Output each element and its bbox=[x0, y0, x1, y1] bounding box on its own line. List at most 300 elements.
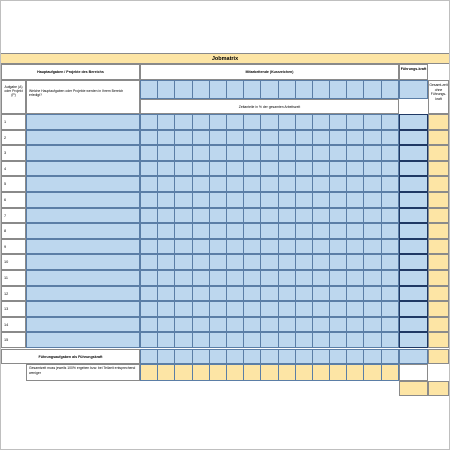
time-share-cell[interactable] bbox=[381, 115, 398, 130]
time-share-cell[interactable] bbox=[278, 146, 295, 161]
initials-cell[interactable] bbox=[295, 81, 312, 99]
time-share-cell[interactable] bbox=[209, 317, 226, 332]
time-share-cell[interactable] bbox=[244, 115, 261, 130]
task-input-cell[interactable] bbox=[26, 332, 140, 348]
time-share-cell[interactable] bbox=[278, 302, 295, 317]
time-share-cell[interactable] bbox=[364, 255, 381, 270]
time-share-cell[interactable] bbox=[226, 302, 243, 317]
time-share-cell[interactable] bbox=[295, 255, 312, 270]
time-share-cell[interactable] bbox=[244, 239, 261, 254]
time-share-cell[interactable] bbox=[364, 317, 381, 332]
time-share-cell[interactable] bbox=[312, 286, 329, 301]
time-share-cell[interactable] bbox=[226, 177, 243, 192]
time-share-cell[interactable] bbox=[175, 146, 192, 161]
row-number: 12 bbox=[1, 286, 26, 302]
time-share-cell[interactable] bbox=[330, 224, 347, 239]
time-share-cell[interactable] bbox=[261, 161, 278, 176]
time-share-cell[interactable] bbox=[244, 208, 261, 223]
time-share-cell[interactable] bbox=[192, 255, 209, 270]
time-share-cell[interactable] bbox=[312, 302, 329, 317]
time-share-cell[interactable] bbox=[347, 255, 364, 270]
time-share-cell[interactable] bbox=[141, 286, 158, 301]
time-share-cell[interactable] bbox=[158, 224, 175, 239]
time-share-cell[interactable] bbox=[381, 255, 398, 270]
row-number: 4 bbox=[1, 161, 26, 177]
time-share-cell[interactable] bbox=[158, 130, 175, 145]
manager-share-cell[interactable] bbox=[399, 208, 428, 224]
time-share-cell[interactable] bbox=[141, 255, 158, 270]
time-share-cell[interactable] bbox=[175, 302, 192, 317]
manager-share-cell[interactable] bbox=[399, 239, 428, 255]
time-share-cell[interactable] bbox=[226, 130, 243, 145]
time-share-cell[interactable] bbox=[141, 271, 158, 286]
time-share-cell[interactable] bbox=[226, 146, 243, 161]
time-share-cell[interactable] bbox=[192, 333, 209, 348]
time-share-cell[interactable] bbox=[312, 161, 329, 176]
time-share-cell[interactable] bbox=[330, 317, 347, 332]
manager-share-cell[interactable] bbox=[399, 332, 428, 348]
time-share-cell[interactable] bbox=[364, 224, 381, 239]
leadership-share-cell[interactable] bbox=[330, 350, 347, 364]
time-share-cell[interactable] bbox=[381, 333, 398, 348]
manager-share-cell[interactable] bbox=[399, 270, 428, 286]
time-share-cell[interactable] bbox=[261, 302, 278, 317]
employee-total-cell bbox=[381, 365, 398, 381]
time-share-cell[interactable] bbox=[244, 193, 261, 208]
time-share-cell[interactable] bbox=[330, 333, 347, 348]
time-share-cell[interactable] bbox=[278, 177, 295, 192]
time-share-cell[interactable] bbox=[295, 208, 312, 223]
initials-cell[interactable] bbox=[312, 81, 329, 99]
time-share-cell[interactable] bbox=[278, 286, 295, 301]
time-share-cell[interactable] bbox=[261, 255, 278, 270]
time-share-cell[interactable] bbox=[261, 317, 278, 332]
time-share-cell[interactable] bbox=[244, 177, 261, 192]
task-input-cell[interactable] bbox=[26, 130, 140, 146]
time-share-cell[interactable] bbox=[347, 224, 364, 239]
time-share-cell[interactable] bbox=[330, 286, 347, 301]
time-share-cell[interactable] bbox=[278, 317, 295, 332]
time-share-cell[interactable] bbox=[278, 271, 295, 286]
row-number: 6 bbox=[1, 192, 26, 208]
manager-share-cell[interactable] bbox=[399, 223, 428, 239]
leadership-share-cell[interactable] bbox=[192, 350, 209, 364]
time-share-cell[interactable] bbox=[278, 161, 295, 176]
time-share-cell[interactable] bbox=[175, 224, 192, 239]
time-share-cell[interactable] bbox=[295, 115, 312, 130]
time-share-cell[interactable] bbox=[295, 239, 312, 254]
time-share-cell[interactable] bbox=[347, 130, 364, 145]
initials-cell[interactable] bbox=[175, 81, 192, 99]
time-share-cell[interactable] bbox=[312, 115, 329, 130]
time-share-cell[interactable] bbox=[209, 115, 226, 130]
time-share-cell[interactable] bbox=[278, 255, 295, 270]
time-share-cell[interactable] bbox=[261, 271, 278, 286]
time-share-row bbox=[140, 239, 399, 255]
time-share-cell[interactable] bbox=[278, 224, 295, 239]
time-share-cell[interactable] bbox=[364, 161, 381, 176]
time-share-cell[interactable] bbox=[175, 333, 192, 348]
task-input-cell[interactable] bbox=[26, 176, 140, 192]
time-share-cell[interactable] bbox=[330, 271, 347, 286]
time-share-cell[interactable] bbox=[278, 333, 295, 348]
time-share-cell[interactable] bbox=[175, 177, 192, 192]
time-share-cell[interactable] bbox=[312, 333, 329, 348]
row-total-cell bbox=[428, 286, 449, 302]
time-share-cell[interactable] bbox=[278, 130, 295, 145]
time-share-cell[interactable] bbox=[312, 146, 329, 161]
time-share-cell[interactable] bbox=[141, 239, 158, 254]
time-share-cell[interactable] bbox=[192, 130, 209, 145]
time-share-cell[interactable] bbox=[158, 286, 175, 301]
time-share-cell[interactable] bbox=[226, 239, 243, 254]
time-share-cell[interactable] bbox=[364, 208, 381, 223]
time-share-cell[interactable] bbox=[312, 271, 329, 286]
time-share-cell[interactable] bbox=[192, 224, 209, 239]
time-share-cell[interactable] bbox=[278, 239, 295, 254]
time-share-cell[interactable] bbox=[261, 146, 278, 161]
leadership-manager-cell[interactable] bbox=[399, 349, 428, 364]
time-share-cell[interactable] bbox=[364, 302, 381, 317]
time-share-cell[interactable] bbox=[381, 146, 398, 161]
initials-cell[interactable] bbox=[278, 81, 295, 99]
initials-cell[interactable] bbox=[261, 81, 278, 99]
initials-cell[interactable] bbox=[381, 81, 398, 99]
time-share-cell[interactable] bbox=[209, 193, 226, 208]
time-share-cell[interactable] bbox=[244, 271, 261, 286]
time-share-cell[interactable] bbox=[381, 317, 398, 332]
leadership-share-cell[interactable] bbox=[312, 350, 329, 364]
time-share-cell[interactable] bbox=[330, 115, 347, 130]
time-share-cell[interactable] bbox=[141, 146, 158, 161]
time-share-cell[interactable] bbox=[347, 239, 364, 254]
time-share-cell[interactable] bbox=[312, 255, 329, 270]
time-share-cell[interactable] bbox=[226, 333, 243, 348]
leadership-share-cell[interactable] bbox=[347, 350, 364, 364]
time-share-cell[interactable] bbox=[312, 224, 329, 239]
task-input-cell[interactable] bbox=[26, 239, 140, 255]
time-share-cell[interactable] bbox=[141, 177, 158, 192]
leadership-share-cell[interactable] bbox=[226, 350, 243, 364]
time-share-cell[interactable] bbox=[158, 271, 175, 286]
manager-share-cell[interactable] bbox=[399, 192, 428, 208]
time-share-cell[interactable] bbox=[381, 224, 398, 239]
leadership-share-cell[interactable] bbox=[295, 350, 312, 364]
time-share-cell[interactable] bbox=[364, 333, 381, 348]
time-share-cell[interactable] bbox=[261, 115, 278, 130]
time-share-cell[interactable] bbox=[364, 130, 381, 145]
time-share-cell[interactable] bbox=[312, 130, 329, 145]
time-share-cell[interactable] bbox=[381, 286, 398, 301]
leadership-share-cell[interactable] bbox=[175, 350, 192, 364]
employee-total-cell bbox=[244, 365, 261, 381]
time-share-cell[interactable] bbox=[226, 115, 243, 130]
time-share-cell[interactable] bbox=[244, 146, 261, 161]
time-share-cell[interactable] bbox=[141, 333, 158, 348]
initials-cell[interactable] bbox=[209, 81, 226, 99]
time-share-cell[interactable] bbox=[261, 239, 278, 254]
time-share-cell[interactable] bbox=[347, 193, 364, 208]
time-share-cell[interactable] bbox=[192, 115, 209, 130]
task-input-cell[interactable] bbox=[26, 301, 140, 317]
time-share-cell[interactable] bbox=[158, 302, 175, 317]
time-share-cell[interactable] bbox=[347, 286, 364, 301]
initials-cell[interactable] bbox=[330, 81, 347, 99]
manager-share-cell[interactable] bbox=[399, 254, 428, 270]
task-input-cell[interactable] bbox=[26, 114, 140, 130]
time-share-cell[interactable] bbox=[209, 146, 226, 161]
time-share-cell[interactable] bbox=[192, 177, 209, 192]
initials-cell[interactable] bbox=[347, 81, 364, 99]
leadership-share-cell[interactable] bbox=[209, 350, 226, 364]
leadership-share-cell[interactable] bbox=[244, 350, 261, 364]
time-share-cell[interactable] bbox=[158, 177, 175, 192]
initials-cell[interactable] bbox=[141, 81, 158, 99]
task-input-cell[interactable] bbox=[26, 270, 140, 286]
leadership-share-cell[interactable] bbox=[158, 350, 175, 364]
initials-cell[interactable] bbox=[226, 81, 243, 99]
time-share-cell[interactable] bbox=[209, 239, 226, 254]
leadership-share-cell[interactable] bbox=[364, 350, 381, 364]
manager-share-cell[interactable] bbox=[399, 114, 428, 130]
row-total-cell bbox=[428, 317, 449, 333]
time-share-cell[interactable] bbox=[158, 161, 175, 176]
time-share-cell[interactable] bbox=[209, 208, 226, 223]
time-share-cell[interactable] bbox=[261, 177, 278, 192]
time-share-cell[interactable] bbox=[312, 177, 329, 192]
time-share-cell[interactable] bbox=[226, 286, 243, 301]
time-share-cell[interactable] bbox=[226, 193, 243, 208]
manager-share-cell[interactable] bbox=[399, 145, 428, 161]
time-share-cell[interactable] bbox=[244, 130, 261, 145]
manager-share-cell[interactable] bbox=[399, 161, 428, 177]
time-share-cell[interactable] bbox=[175, 208, 192, 223]
time-share-cell[interactable] bbox=[175, 271, 192, 286]
time-share-cell[interactable] bbox=[192, 161, 209, 176]
time-share-cell[interactable] bbox=[209, 271, 226, 286]
initials-cell[interactable] bbox=[192, 81, 209, 99]
time-share-cell[interactable] bbox=[347, 161, 364, 176]
time-share-cell[interactable] bbox=[244, 286, 261, 301]
time-share-cell[interactable] bbox=[330, 239, 347, 254]
time-share-cell[interactable] bbox=[175, 317, 192, 332]
time-share-cell[interactable] bbox=[209, 130, 226, 145]
task-input-cell[interactable] bbox=[26, 317, 140, 333]
time-share-cell[interactable] bbox=[381, 130, 398, 145]
time-share-cell[interactable] bbox=[175, 161, 192, 176]
task-input-cell[interactable] bbox=[26, 208, 140, 224]
time-share-cell[interactable] bbox=[209, 224, 226, 239]
time-share-cell[interactable] bbox=[364, 271, 381, 286]
leadership-share-cell[interactable] bbox=[261, 350, 278, 364]
time-share-cell[interactable] bbox=[192, 271, 209, 286]
time-share-cell[interactable] bbox=[158, 239, 175, 254]
time-share-cell[interactable] bbox=[141, 224, 158, 239]
task-input-cell[interactable] bbox=[26, 286, 140, 302]
time-share-cell[interactable] bbox=[330, 302, 347, 317]
time-share-cell[interactable] bbox=[330, 161, 347, 176]
time-share-cell[interactable] bbox=[209, 177, 226, 192]
row-number: 9 bbox=[1, 239, 26, 255]
time-share-cell[interactable] bbox=[312, 193, 329, 208]
time-share-cell[interactable] bbox=[347, 317, 364, 332]
task-input-cell[interactable] bbox=[26, 223, 140, 239]
time-share-cell[interactable] bbox=[364, 146, 381, 161]
time-share-cell[interactable] bbox=[226, 255, 243, 270]
time-share-cell[interactable] bbox=[192, 317, 209, 332]
time-share-cell[interactable] bbox=[175, 130, 192, 145]
time-share-cell[interactable] bbox=[347, 302, 364, 317]
time-share-cell[interactable] bbox=[209, 286, 226, 301]
time-share-cell[interactable] bbox=[295, 286, 312, 301]
time-share-cell[interactable] bbox=[244, 317, 261, 332]
time-share-cell[interactable] bbox=[295, 224, 312, 239]
row-number: 7 bbox=[1, 208, 26, 224]
time-share-cell[interactable] bbox=[364, 286, 381, 301]
time-share-cell[interactable] bbox=[226, 161, 243, 176]
time-share-cell[interactable] bbox=[278, 115, 295, 130]
time-share-cell[interactable] bbox=[158, 255, 175, 270]
time-share-cell[interactable] bbox=[295, 193, 312, 208]
time-share-cell[interactable] bbox=[192, 286, 209, 301]
time-share-cell[interactable] bbox=[295, 317, 312, 332]
time-share-cell[interactable] bbox=[226, 317, 243, 332]
time-share-cell[interactable] bbox=[330, 208, 347, 223]
time-share-cell[interactable] bbox=[330, 193, 347, 208]
leadership-share-cell[interactable] bbox=[141, 350, 158, 364]
time-share-cell[interactable] bbox=[295, 146, 312, 161]
time-share-cell[interactable] bbox=[330, 130, 347, 145]
employee-total-cell bbox=[364, 365, 381, 381]
time-share-cell[interactable] bbox=[381, 161, 398, 176]
manager-share-cell[interactable] bbox=[399, 130, 428, 146]
time-share-cell[interactable] bbox=[192, 302, 209, 317]
time-share-cell[interactable] bbox=[347, 177, 364, 192]
time-share-cell[interactable] bbox=[295, 271, 312, 286]
time-share-cell[interactable] bbox=[244, 333, 261, 348]
time-share-cell[interactable] bbox=[381, 302, 398, 317]
manager-share-cell[interactable] bbox=[399, 301, 428, 317]
time-share-cell[interactable] bbox=[175, 286, 192, 301]
time-share-cell[interactable] bbox=[295, 302, 312, 317]
time-share-cell[interactable] bbox=[347, 271, 364, 286]
leadership-share-cell[interactable] bbox=[278, 350, 295, 364]
time-share-cell[interactable] bbox=[158, 146, 175, 161]
time-share-cell[interactable] bbox=[158, 208, 175, 223]
time-share-cell[interactable] bbox=[226, 208, 243, 223]
time-share-cell[interactable] bbox=[141, 130, 158, 145]
manager-initials-cell[interactable] bbox=[399, 80, 428, 99]
time-share-cell[interactable] bbox=[381, 208, 398, 223]
time-share-cell[interactable] bbox=[381, 177, 398, 192]
time-share-cell[interactable] bbox=[158, 317, 175, 332]
time-share-cell[interactable] bbox=[381, 239, 398, 254]
time-share-cell[interactable] bbox=[192, 146, 209, 161]
time-share-cell[interactable] bbox=[209, 161, 226, 176]
time-share-cell[interactable] bbox=[244, 255, 261, 270]
time-share-cell[interactable] bbox=[364, 177, 381, 192]
manager-share-cell[interactable] bbox=[399, 317, 428, 333]
time-share-cell[interactable] bbox=[312, 239, 329, 254]
time-share-cell[interactable] bbox=[312, 208, 329, 223]
time-share-cell[interactable] bbox=[141, 317, 158, 332]
task-input-cell[interactable] bbox=[26, 161, 140, 177]
task-input-cell[interactable] bbox=[26, 192, 140, 208]
initials-cell[interactable] bbox=[364, 81, 381, 99]
task-input-cell[interactable] bbox=[26, 145, 140, 161]
time-share-cell[interactable] bbox=[381, 193, 398, 208]
time-share-cell[interactable] bbox=[261, 224, 278, 239]
time-share-cell[interactable] bbox=[364, 115, 381, 130]
time-share-cell[interactable] bbox=[261, 130, 278, 145]
time-share-cell[interactable] bbox=[347, 208, 364, 223]
time-share-cell[interactable] bbox=[226, 271, 243, 286]
time-share-cell[interactable] bbox=[192, 208, 209, 223]
manager-share-cell[interactable] bbox=[399, 176, 428, 192]
time-share-cell[interactable] bbox=[347, 115, 364, 130]
time-share-cell[interactable] bbox=[261, 286, 278, 301]
time-share-cell[interactable] bbox=[278, 193, 295, 208]
time-share-cell[interactable] bbox=[192, 239, 209, 254]
time-share-cell[interactable] bbox=[244, 302, 261, 317]
time-share-cell[interactable] bbox=[244, 161, 261, 176]
initials-cell[interactable] bbox=[244, 81, 261, 99]
time-share-cell[interactable] bbox=[261, 333, 278, 348]
time-share-cell[interactable] bbox=[244, 224, 261, 239]
time-share-cell[interactable] bbox=[158, 115, 175, 130]
task-input-cell[interactable] bbox=[26, 254, 140, 270]
leadership-share-cell[interactable] bbox=[381, 350, 398, 364]
time-share-cell[interactable] bbox=[330, 255, 347, 270]
time-share-cell[interactable] bbox=[141, 193, 158, 208]
time-share-cell[interactable] bbox=[364, 193, 381, 208]
sheet-title: Jobmatrix bbox=[1, 53, 449, 64]
time-share-cell[interactable] bbox=[261, 208, 278, 223]
time-share-cell[interactable] bbox=[158, 193, 175, 208]
time-share-cell[interactable] bbox=[278, 208, 295, 223]
total-manager-cell bbox=[399, 364, 428, 381]
time-share-cell[interactable] bbox=[175, 193, 192, 208]
time-share-cell[interactable] bbox=[261, 193, 278, 208]
time-share-cell[interactable] bbox=[175, 239, 192, 254]
time-share-cell[interactable] bbox=[295, 333, 312, 348]
time-share-cell[interactable] bbox=[226, 224, 243, 239]
time-share-cell[interactable] bbox=[209, 333, 226, 348]
time-share-cell[interactable] bbox=[347, 333, 364, 348]
time-share-cell[interactable] bbox=[141, 115, 158, 130]
time-share-cell[interactable] bbox=[141, 208, 158, 223]
time-share-cell[interactable] bbox=[347, 146, 364, 161]
manager-share-cell[interactable] bbox=[399, 286, 428, 302]
time-share-cell[interactable] bbox=[381, 271, 398, 286]
time-share-cell[interactable] bbox=[158, 333, 175, 348]
time-share-cell[interactable] bbox=[295, 130, 312, 145]
time-share-cell[interactable] bbox=[330, 177, 347, 192]
time-share-cell[interactable] bbox=[209, 302, 226, 317]
time-share-cell[interactable] bbox=[295, 177, 312, 192]
time-share-cell[interactable] bbox=[312, 317, 329, 332]
time-share-cell[interactable] bbox=[175, 115, 192, 130]
time-share-cell[interactable] bbox=[141, 302, 158, 317]
time-share-cell[interactable] bbox=[175, 255, 192, 270]
time-share-cell[interactable] bbox=[295, 161, 312, 176]
time-share-cell[interactable] bbox=[192, 193, 209, 208]
time-share-cell[interactable] bbox=[141, 161, 158, 176]
time-share-cell[interactable] bbox=[209, 255, 226, 270]
time-share-cell[interactable] bbox=[330, 146, 347, 161]
time-share-cell[interactable] bbox=[364, 239, 381, 254]
initials-cell[interactable] bbox=[158, 81, 175, 99]
